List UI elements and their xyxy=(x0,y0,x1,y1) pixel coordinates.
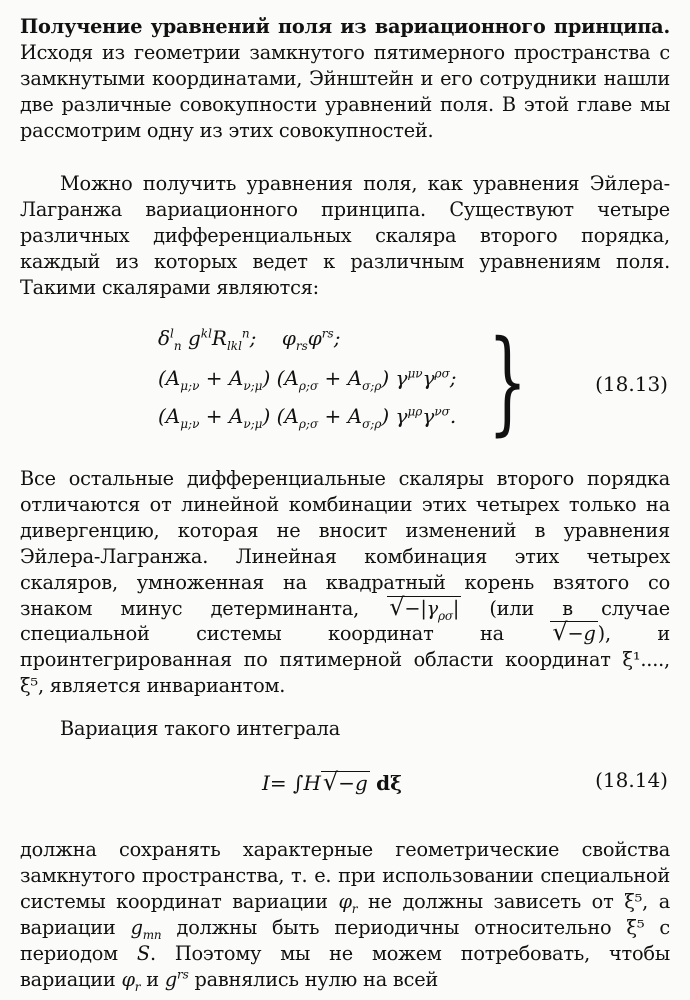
equation-18-13-line-1: $\delta^l_n$ $g^{kl}R_{lkl}^n$; $\varphi_{rs}\varphi^{rs}$; xyxy=(158,326,341,353)
paragraph-1 xyxy=(20,14,670,144)
paragraph-5: должна сохранять характерные геометрические свойства замкнутого пространства, т. е. при использовании специальной системы координат вариации $\varphi_r$ не должны зависеть от ξ⁵, а вариации $g_{mn}$ должны быть периодичны относительно ξ⁵ с периодом S. Поэтому мы не можем потребовать, чтобы вариации $\varphi_r$ и $g^{rs}$ равнялись нулю на всей xyxy=(20,838,671,994)
equation-18-13-line-2: $(A_{\mu;\nu} + A_{\nu;\mu}) (A_{\rho;\sigma} + A_{\sigma;\rho})$ $\gamma^{\mu\nu}\gamma^{\rho\sigma}$; xyxy=(158,366,457,393)
paragraph-4: Вариация такого интеграла xyxy=(60,717,341,740)
equation-number-18-13: (18.13) xyxy=(595,372,668,396)
equation-18-13-line-3: $(A_{\mu;\nu} + A_{\nu;\mu}) (A_{\rho;\sigma} + A_{\sigma;\rho})$ $\gamma^{\mu\rho}\gamma^{\nu\sigma}$. xyxy=(158,404,457,431)
paragraph-2: Можно получить уравнения поля, как уравнения Эйлера-Лагранжа вариационного принципа. Существуют четыре различных дифференциальных скаляра второго порядка, каждый из которых ведет к различным уравнениям поля. Такими скалярами являются: xyxy=(20,172,670,299)
equation-18-14: I= ∫H√−g dξ xyxy=(262,768,402,796)
sqrt-gamma: $√-|\gamma_{\rho\sigma}|$ xyxy=(389,592,460,623)
equation-number-18-14: (18.14) xyxy=(595,768,668,792)
paragraph-1-text: Исходя из геометрии замкнутого пятимерного пространства с замкнутыми координатами, Эйнштейн и его сотрудники нашли две различные совокупности уравнений поля. В этой главе мы рассмотрим одну из этих совокупностей. xyxy=(20,40,670,142)
paragraph-3: Все остальные дифференциальные скаляры второго порядка отличаются от линейной комбинации этих четырех только на дивергенцию, которая не вносит изменений в уравнения Эйлера-Лагранжа. Линейная комбинация этих четырех скаляров, умноженная на квадратный корень взятого со знаком минус детерминанта, $√-|\gamma_{\rho\sigma}|$ (или в случае специальной системы координат на √−g ), и проинтегрированная по пятимерной области координат ξ¹...., ξ⁵, является инвариантом. xyxy=(20,467,670,698)
right-brace: } xyxy=(488,317,528,447)
section-heading: Получение уравнений поля из вариационного принципа. xyxy=(20,15,670,38)
sqrt-g: √−g xyxy=(552,618,596,647)
